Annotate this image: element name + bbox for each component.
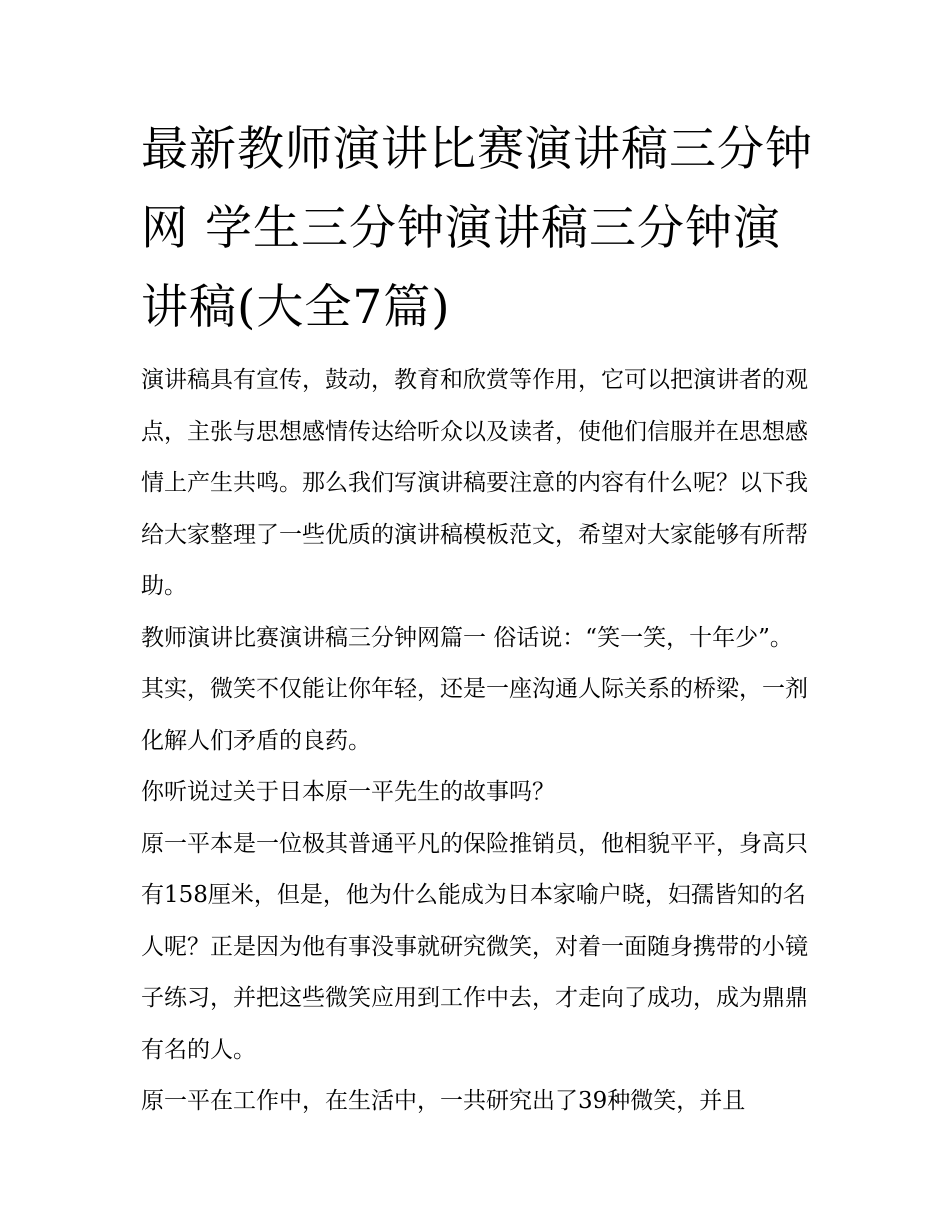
paragraph-story: 原一平本是一位极其普通平凡的保险推销员，他相貌平平，身高只有158厘米，但是，他为什么能成为日本家喻户晓，妇孺皆知的名人呢？正是因为他有事没事就研究微笑，对着一面随身携带的小镜子练习，并把这些微笑应用到工作中去，才走向了成功，成为鼎鼎有名的人。: [141, 830, 808, 1063]
document-title: 最新教师演讲比赛演讲稿三分钟网 学生三分钟演讲稿三分钟演讲稿(大全7篇): [141, 122, 813, 335]
document-body: [141, 355, 813, 1128]
paragraph-question: 你听说过关于日本原一平先生的故事吗？: [141, 779, 555, 805]
paragraph-intro: 演讲稿具有宣传，鼓动，教育和欣赏等作用，它可以把演讲者的观点，主张与思想感情传达给听众以及读者，使他们信服并在思想感情上产生共鸣。那么我们写演讲稿要注意的内容有什么呢？以下我给大家整理了一些优质的演讲稿模板范文，希望对大家能够有所帮助。: [141, 367, 808, 599]
paragraph-article-one-opening: 教师演讲比赛演讲稿三分钟网篇一 俗话说：“笑一笑，十年少”。其实，微笑不仅能让你年轻，还是一座沟通人际关系的桥梁，一剂化解人们矛盾的良药。: [141, 624, 808, 754]
paragraph-continued: 原一平在工作中，在生活中，一共研究出了39种微笑，并且: [141, 1088, 746, 1114]
